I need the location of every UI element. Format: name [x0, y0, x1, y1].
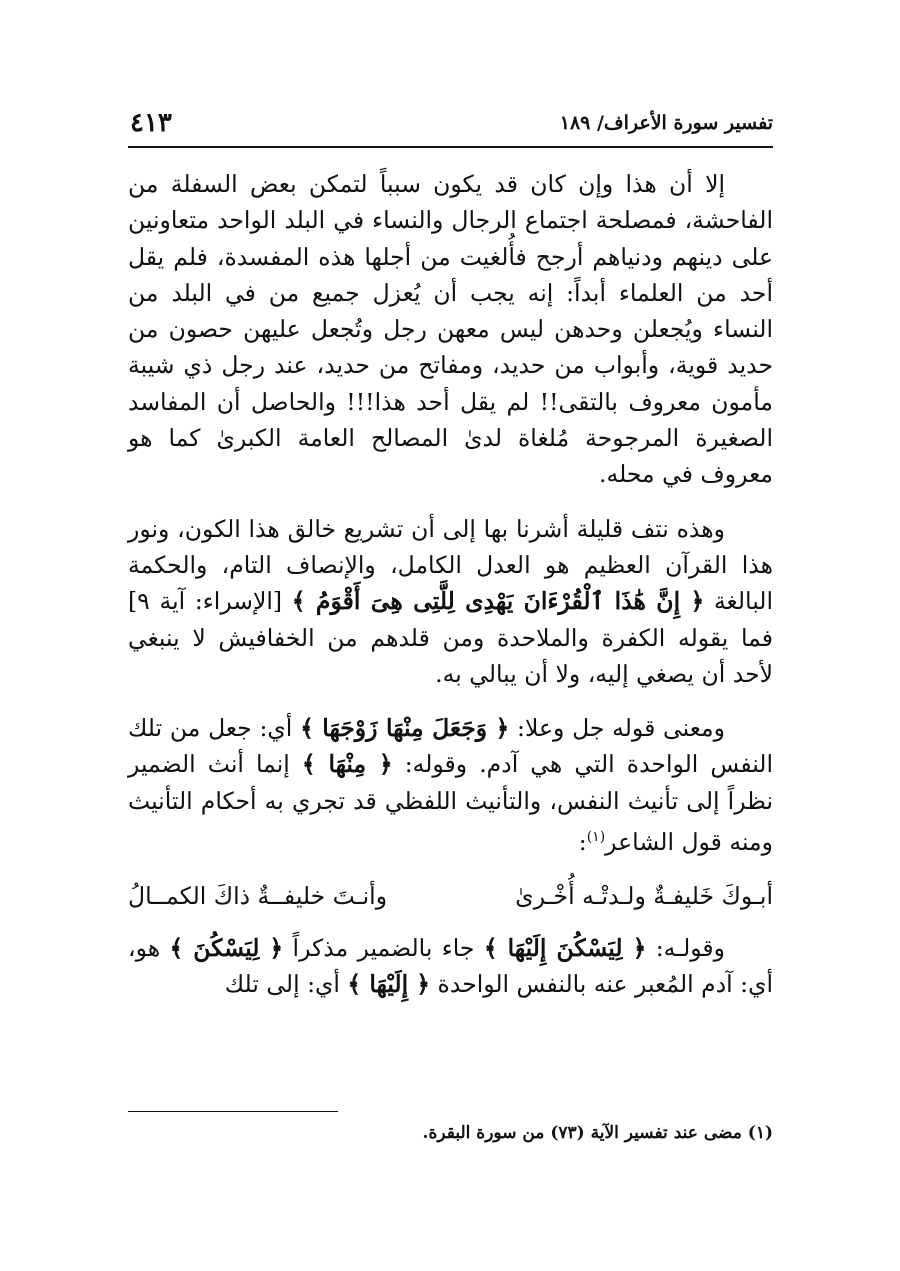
paragraph-3-text-c: إنما أنث الضمير نظراً إلى تأنيث النفس، والتأنيث اللفظي قد تجري به أحكام التأنيث ومنه قول الشاعر [128, 750, 773, 856]
running-title: تفسير سورة الأعراف/ ١٨٩ [559, 112, 773, 134]
footnote-reference: (١) [586, 829, 606, 846]
paragraph-3 [128, 710, 773, 860]
paragraph-4-text-b: جاء بالضمير مذكراً [283, 934, 484, 963]
verse-hemistich-1: أبـوكَ خَليفـةٌ ولـدتْـه أُخْـرىٰ [515, 882, 773, 911]
body-text [128, 166, 773, 1003]
quran-quote: ﴿ مِنْهَا ﴾ [301, 750, 393, 779]
paragraph-2 [128, 511, 773, 692]
quran-quote: ﴿ لِيَسْكُنَ إِلَيْهَا ﴾ [483, 934, 647, 963]
quran-quote: ﴿ وَجَعَلَ مِنْهَا زَوْجَهَا ﴾ [300, 714, 510, 743]
footnote: (١) مضى عند تفسير الآية (٧٣) من سورة البقرة. [422, 1123, 773, 1143]
paragraph-3-text-d: : [578, 827, 587, 856]
footnote-divider [128, 1111, 338, 1112]
paragraph-1: إلا أن هذا وإن كان قد يكون سبباً لتمكن بعض السفلة من الفاحشة، فمصلحة اجتماع الرجال والنساء في البلد الواحد متعاونين على دينهم ودنياهم أرجح فأُلغيت من أجلها هذه المفسدة، فلم يقل أحد من العلماء أبداً: إنه يجب أن يُعزل جميع من في البلد من النساء ويُجعلن وحدهن ليس معهن رجل وتُجعل عليهن حصون من حديد قوية، وأبواب من حديد، ومفاتح من حديد، عند رجل ذي شيبة مأمون معروف بالتقى!! لم يقل أحد هذا!!! والحاصل أن المفاسد الصغيرة المرجوحة مُلغاة لدىٰ المصالح العامة الكبرىٰ كما هو معروف في محله. [128, 170, 773, 489]
quran-quote: ﴿ إِنَّ هَٰذَا ٱلْقُرْءَانَ يَهْدِى لِلَّتِى هِىَ أَقْوَمُ ﴾ [291, 587, 705, 616]
page-number: ٤١٣ [130, 108, 172, 138]
quran-quote: ﴿ إِلَيْهَا ﴾ [347, 970, 431, 999]
paragraph-4-text-c: هو، أي: آدم المُعبر عنه بالنفس الواحدة [128, 934, 773, 999]
page [128, 108, 773, 1188]
page-header [128, 108, 773, 148]
paragraph-4-text-a: وقولـه: [646, 934, 726, 963]
poem-verse [128, 878, 773, 914]
paragraph-4 [128, 930, 773, 1003]
paragraph-2-text-a: وهذه نتف قليلة أشرنا بها إلى أن تشريع خالق هذا الكون، ونور هذا القرآن العظيم هو العدل الكامل، والإنصاف التام، والحكمة البالغة [128, 514, 773, 616]
verse-hemistich-2: وأنـتَ خليفــةٌ ذاكَ الكمــالُ [128, 882, 388, 911]
quran-quote: ﴿ لِيَسْكُنَ ﴾ [169, 934, 284, 963]
paragraph-2-text-b: [الإسراء: آية ٩] فما يقوله الكفرة والملاحدة ومن قلدهم من الخفافيش لا ينبغي لأحد أن يصغي إليه، ولا أن يبالي به. [128, 587, 773, 688]
paragraph-4-text-d: أي: إلى تلك [224, 970, 348, 999]
paragraph-3-text-b: أي: جعل من تلك النفس الواحدة التي هي آدم. وقوله: [128, 714, 774, 779]
paragraph-3-text-a: ومعنى قوله جل وعلا: [509, 714, 725, 743]
